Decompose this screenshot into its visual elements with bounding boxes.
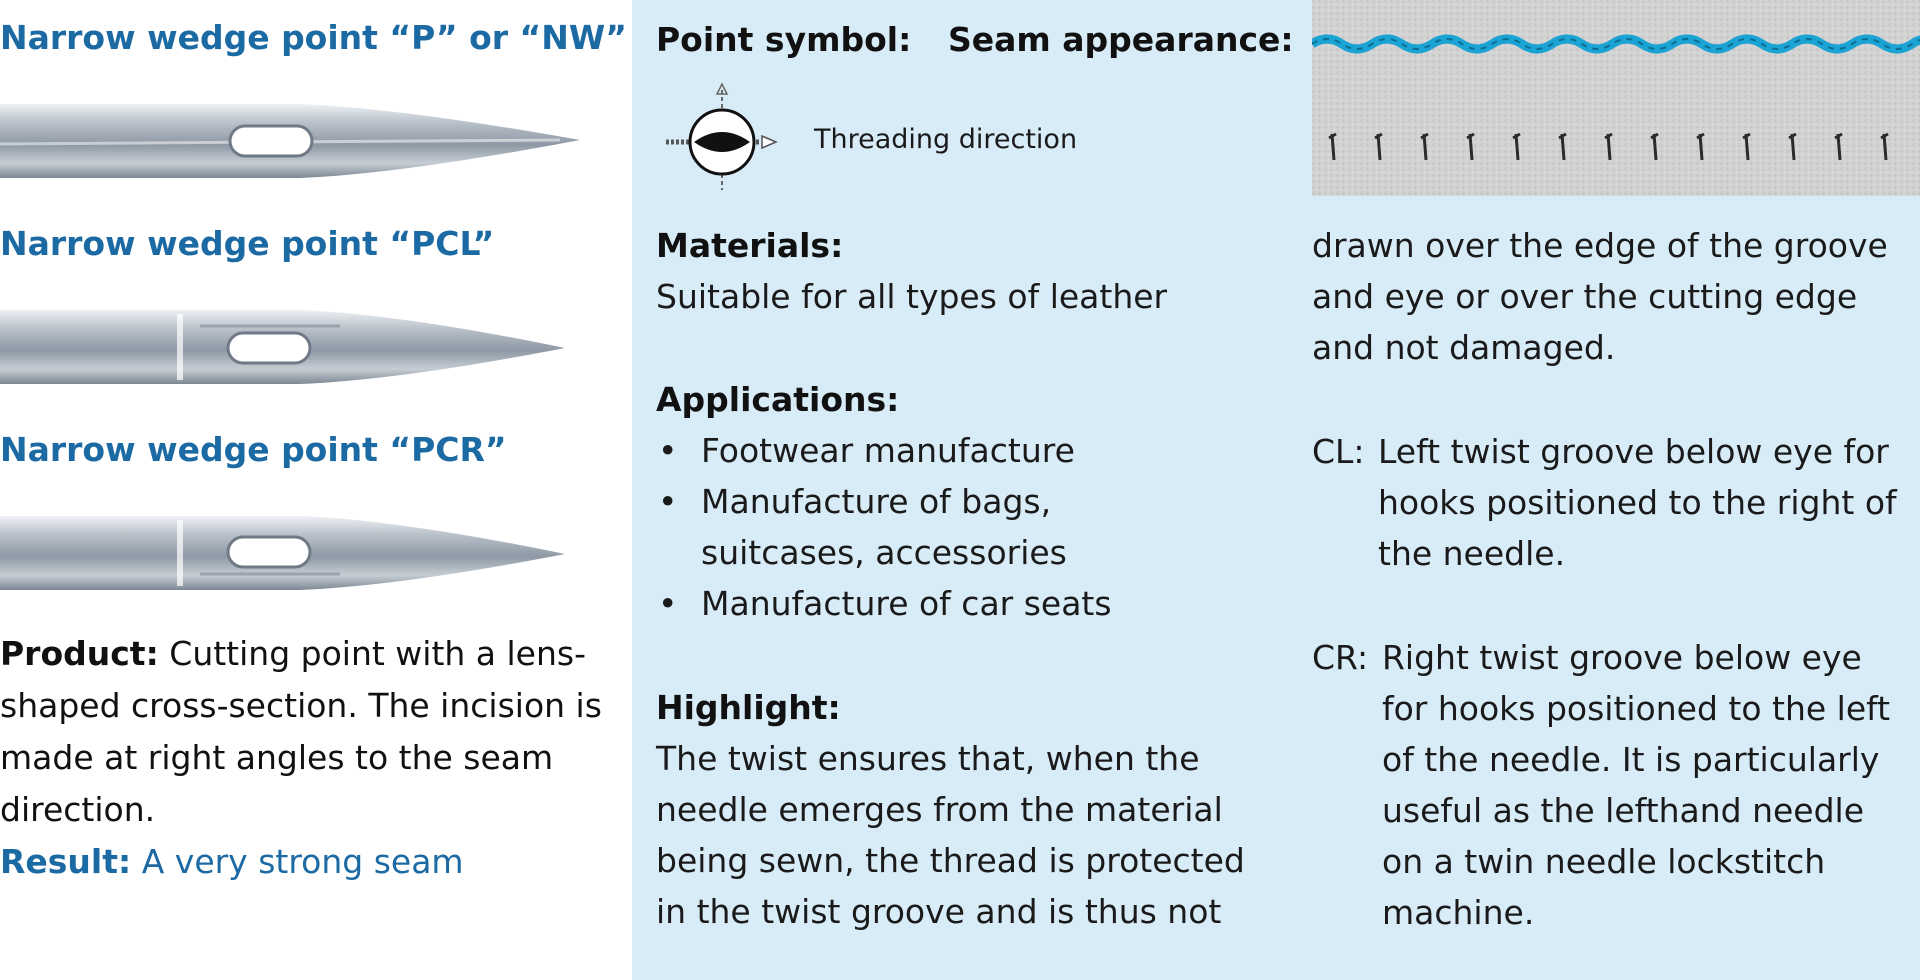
product-description: [0, 628, 620, 888]
point-symbol-icon: [664, 80, 784, 200]
materials-text: Suitable for all types of leather: [656, 277, 1168, 316]
applications-section: [656, 374, 1216, 629]
applications-item: • Manufacture of car seats: [656, 578, 1216, 629]
result-text: A very strong seam: [141, 842, 464, 881]
materials-label: Materials:: [656, 226, 844, 265]
needle-types-column: [0, 0, 632, 980]
cl-prefix: CL:: [1312, 432, 1365, 471]
cl-description: [1312, 426, 1902, 579]
needle-title-p-nw: Narrow wedge point “P” or “NW”: [0, 18, 627, 57]
needle-image-pcr: [0, 512, 600, 594]
applications-item: • Footwear manufacture: [656, 425, 1216, 476]
seam-appearance-label: Seam appearance:: [948, 20, 1294, 59]
cr-prefix: CR:: [1312, 638, 1369, 677]
highlight-text: The twist ensures that, when the needle emerges from the material being sewn, the thread is protected in the twist groove and is thus not: [656, 739, 1245, 931]
highlight-label: Highlight:: [656, 688, 841, 727]
cl-text: Left twist groove below eye for hooks positioned to the right of the needle.: [1378, 432, 1897, 573]
applications-item: • Manufacture of bags, suitcases, accessories: [656, 476, 1101, 578]
point-symbol-label: Point symbol:: [656, 20, 912, 59]
cr-description: [1312, 632, 1908, 938]
product-text: Cutting point with a lens-shaped cross-section. The incision is made at right angles to the seam direction.: [0, 634, 602, 829]
needle-image-pcl: [0, 306, 600, 388]
needle-title-pcr: Narrow wedge point “PCR”: [0, 430, 507, 469]
highlight-continued: drawn over the edge of the groove and eye or over the cutting edge and not damaged.: [1312, 226, 1888, 367]
cr-text: Right twist groove below eye for hooks positioned to the left of the needle. It is particularly useful as the lefthand needle on a twin needle lockstitch machine.: [1382, 638, 1891, 932]
threading-direction-label: Threading direction: [814, 124, 1078, 155]
result-label: Result:: [0, 842, 132, 881]
product-label: Product:: [0, 634, 159, 673]
applications-label: Applications:: [656, 380, 900, 419]
materials-section: [656, 220, 1276, 322]
highlight-section: [656, 682, 1276, 937]
needle-image-p-nw: [0, 100, 600, 182]
seam-appearance-image: [1312, 0, 1920, 196]
needle-title-pcl: Narrow wedge point “PCL”: [0, 224, 495, 263]
